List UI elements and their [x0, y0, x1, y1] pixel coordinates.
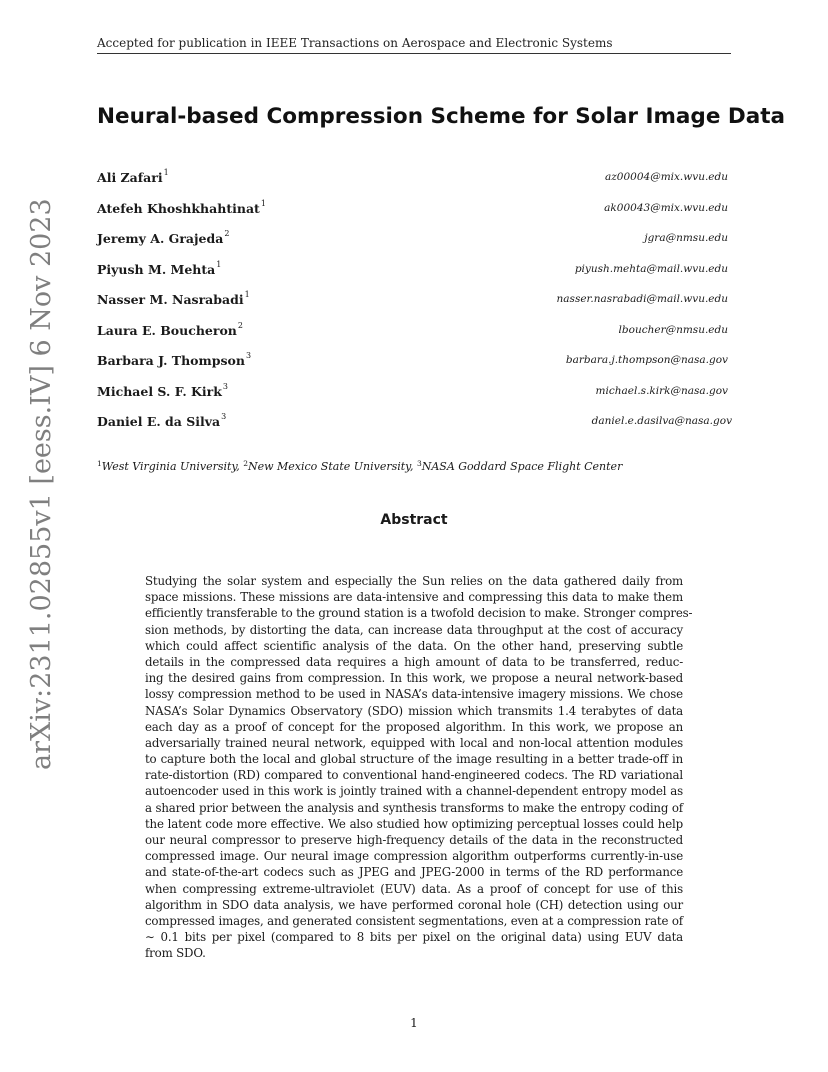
author-row: [97, 170, 732, 190]
abstract-line: ∼ 0.1 bits per pixel (compared to 8 bits per pixel on the original data) using EUV data: [145, 930, 683, 945]
journal-header: Accepted for publication in IEEE Transactions on Aerospace and Electronic Systems: [97, 36, 613, 50]
affiliation: West Virginia University,: [101, 460, 240, 473]
abstract-line: adversarially trained neural network, equipped with local and non-local attention modules: [145, 735, 683, 750]
affiliation: New Mexico State University,: [247, 460, 414, 473]
author-name: Ali Zafari$^1$: [97, 168, 169, 185]
author-email[interactable]: lboucher@nmsu.edu: [618, 323, 728, 336]
author-name: Michael S. F. Kirk$^3$: [97, 381, 228, 399]
author-name: Piyush M. Mehta$^1$: [97, 259, 222, 277]
affiliation-marker: 2: [243, 459, 248, 468]
page-number: 1: [410, 1016, 418, 1030]
author-row: [97, 320, 732, 343]
affiliation-marker: 1: [97, 459, 102, 468]
author-email[interactable]: jgra@nmsu.edu: [644, 232, 728, 244]
abstract-body: [145, 573, 693, 962]
author-name: Nasser M. Nasrabadi$^1$: [97, 290, 250, 307]
author-row: [97, 259, 732, 282]
abstract-line: and state-of-the-art codecs such as JPEG and JPEG-2000 in terms of the RD performance: [145, 865, 683, 880]
author-email[interactable]: barbara.j.thompson@nasa.gov: [565, 354, 728, 366]
author-email[interactable]: daniel.e.dasilva@nasa.gov: [591, 415, 732, 427]
author-row: [97, 353, 732, 373]
author-name: Jeremy A. Grajeda$^2$: [97, 229, 230, 246]
abstract-line: compressed images, and generated consistent segmentations, even at a compression rate of: [145, 913, 683, 928]
abstract-line: ing the desired gains from compression. In this work, we propose a neural network-based: [145, 671, 683, 686]
author-email[interactable]: michael.s.kirk@nasa.gov: [595, 384, 728, 397]
author-row: [97, 381, 732, 404]
paper-title: Neural-based Compression Scheme for Solar Image Data: [97, 104, 786, 129]
affiliation-marker: 3: [416, 459, 422, 468]
author-email[interactable]: nasser.nasrabadi@mail.wvu.edu: [556, 293, 728, 305]
author-name: Atefeh Khoshkhahtinat$^1$: [97, 198, 266, 216]
abstract-line: lossy compression method to be used in NASA’s data-intensive imagery missions. We chose: [145, 687, 683, 702]
arxiv-sidebar-stamp: arXiv:2311.02855v1 [eess.IV] 6 Nov 2023: [26, 198, 57, 770]
abstract-line: sion methods, by distorting the data, can increase data throughput at the cost of accuracy: [145, 622, 683, 637]
affiliation: NASA Goddard Space Flight Center: [421, 460, 623, 473]
abstract-line: autoencoder used in this work is jointly trained with a channel-dependent entropy model as: [145, 784, 683, 799]
author-name: Barbara J. Thompson$^3$: [97, 351, 252, 368]
abstract-line: space missions. These missions are data-intensive and compressing this data to make them: [145, 590, 683, 605]
author-row: [97, 231, 732, 251]
abstract-line: each day as a proof of concept for the proposed algorithm. In this work, we propose an: [145, 719, 683, 734]
abstract-heading: Abstract: [380, 512, 448, 528]
abstract-line: efficiently transferable to the ground station is a twofold decision to make. Stronger compres-: [145, 606, 693, 621]
abstract-line: the latent code more effective. We also studied how optimizing perceptual losses could help: [145, 816, 683, 831]
abstract-line: Studying the solar system and especially the Sun relies on the data gathered daily from: [145, 574, 683, 588]
abstract-line: when compressing extreme-ultraviolet (EUV) data. As a proof of concept for use of this: [145, 881, 683, 896]
abstract-line: compressed image. Our neural image compression algorithm outperforms currently-in-use: [145, 849, 683, 864]
abstract-line: a shared prior between the analysis and synthesis transforms to make the entropy coding of: [145, 800, 683, 815]
abstract-line: from SDO.: [145, 946, 206, 961]
abstract-line: to capture both the local and global structure of the image resulting in a better trade-off in: [145, 752, 683, 767]
author-name: Laura E. Boucheron$^2$: [97, 320, 243, 338]
author-row: [97, 292, 732, 312]
author-email[interactable]: ak00043@mix.wvu.edu: [604, 201, 728, 214]
author-email[interactable]: az00004@mix.wvu.edu: [605, 171, 728, 183]
abstract-line: NASA’s Solar Dynamics Observatory (SDO) mission which transmits 1.4 terabytes of data: [145, 703, 683, 718]
author-row: [97, 414, 732, 434]
affiliations: [97, 460, 622, 473]
abstract-line: algorithm in SDO data analysis, we have performed coronal hole (CH) detection using our: [145, 897, 683, 912]
abstract-line: details in the compressed data requires a high amount of data to be transferred, reduc-: [145, 654, 683, 669]
abstract-line: rate-distortion (RD) compared to conventional hand-engineered codecs. The RD variational: [145, 768, 683, 783]
author-email[interactable]: piyush.mehta@mail.wvu.edu: [574, 262, 728, 275]
author-row: [97, 198, 732, 221]
abstract-line: our neural compressor to preserve high-frequency details of the data in the reconstructed: [145, 833, 683, 847]
abstract-line: which could affect scientific analysis of the data. On the other hand, preserving subtle: [145, 638, 683, 653]
header-rule: [97, 53, 731, 54]
author-name: Daniel E. da Silva$^3$: [97, 412, 227, 429]
